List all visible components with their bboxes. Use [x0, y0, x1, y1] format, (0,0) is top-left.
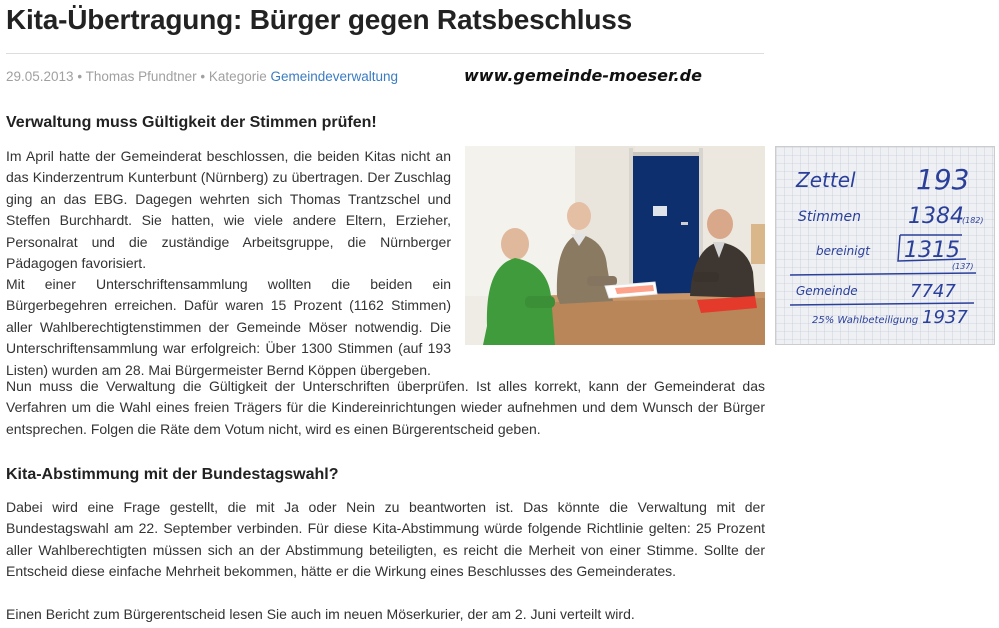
category-link[interactable]: Gemeindeverwaltung	[270, 69, 399, 84]
section1-paragraph-3: Nun muss die Verwaltung die Gültigkeit der Unterschriften überprüfen. Ist alles korrekt, kann der Gemeinderat das Verfahren um die Wahl eines freien Trägers für die Kindereinrichtungen wieder aufnehmen und dem Wunsch der Bürger entsprechen. Folgen die Räte dem Votum nicht, wird es einen Bürgerentscheid geben.	[6, 378, 765, 437]
meeting-photo	[465, 146, 765, 345]
handwritten-tally-image	[775, 146, 995, 345]
meta-separator: •	[200, 69, 206, 84]
section1-paragraph-2: Mit einer Unterschriftensammlung wollten die beiden ein Bürgerbegehren erreichen. Dafür waren 15 Prozent (1162 Stimmen) aller Wahlberechtigtenstimmen der Gemeinde Möser notwendig. Die Unterschriftensammlung war erfolgreich: Über 1300 Stimmen (auf 193 Listen) wurden am 28. Mai Bürgermeister Bernd Köppen übergeben.	[6, 276, 451, 378]
note-row2-label: Stimmen	[798, 209, 862, 225]
category-label: Kategorie	[208, 69, 267, 84]
site-watermark: www.gemeinde-moeser.de	[464, 66, 702, 85]
article-meta	[6, 69, 398, 84]
note-row2-note: (182)	[962, 216, 984, 225]
note-row3-value: 1315	[904, 238, 960, 263]
section2-paragraph-2: Einen Bericht zum Bürgerentscheid lesen Sie auch im neuen Möserkurier, der am 2. Juni verteilt wird.	[6, 606, 635, 622]
note-row3-note: (137)	[952, 262, 974, 271]
note-row5-value: 1937	[922, 307, 968, 328]
title-divider	[6, 53, 764, 54]
note-row1-label: Zettel	[796, 168, 856, 192]
section1-heading: Verwaltung muss Gültigkeit der Stimmen prüfen!	[6, 114, 377, 131]
note-row4-value: 7747	[910, 281, 956, 302]
section2-heading: Kita-Abstimmung mit der Bundestagswahl?	[6, 466, 339, 483]
note-row2-value: 1384	[908, 204, 964, 229]
section1-paragraph-1: Im April hatte der Gemeinderat beschlossen, die beiden Kitas nicht an das Kinderzentrum Kunterbunt (Nürnberg) zu übertragen. Der Zuschlag ging an das EBG. Dagegen wehrten sich Thomas Trantzschel und Steffen Burchhardt. Sie hatten, wie viele andere Eltern, Erzieher, Personalrat und die zuständige Arbeitsgruppe, die Nürnberger Pädagogen favorisiert.	[6, 148, 451, 272]
note-row3-label: bereinigt	[816, 244, 870, 258]
note-row5-label: 25% Wahlbeteiligung	[812, 315, 919, 326]
section2-paragraph-1: Dabei wird eine Frage gestellt, die mit Ja oder Nein zu beantworten ist. Das könnte die Verwaltung mit der Bundestagswahl am 22. September verbinden. Für diese Kita-Abstimmung würde folgende Richtlinie gelten: 25 Prozent aller Wahlberechtigten müssen sich an der Abstimmung beteiligten, es reicht die Merheit von einer Stimme. Sollte der Entscheid diese einfache Mehrheit bekommen, hätte er die Wirkung eines Beschlusses des Gemeinderates.	[6, 499, 765, 580]
article-date: 29.05.2013	[6, 69, 74, 84]
article-title: Kita-Übertragung: Bürger gegen Ratsbeschluss	[6, 4, 632, 35]
article-author: Thomas Pfundtner	[85, 69, 197, 84]
note-row4-label: Gemeinde	[796, 284, 858, 298]
meta-separator: •	[77, 69, 83, 84]
note-row1-value: 193	[916, 163, 970, 196]
